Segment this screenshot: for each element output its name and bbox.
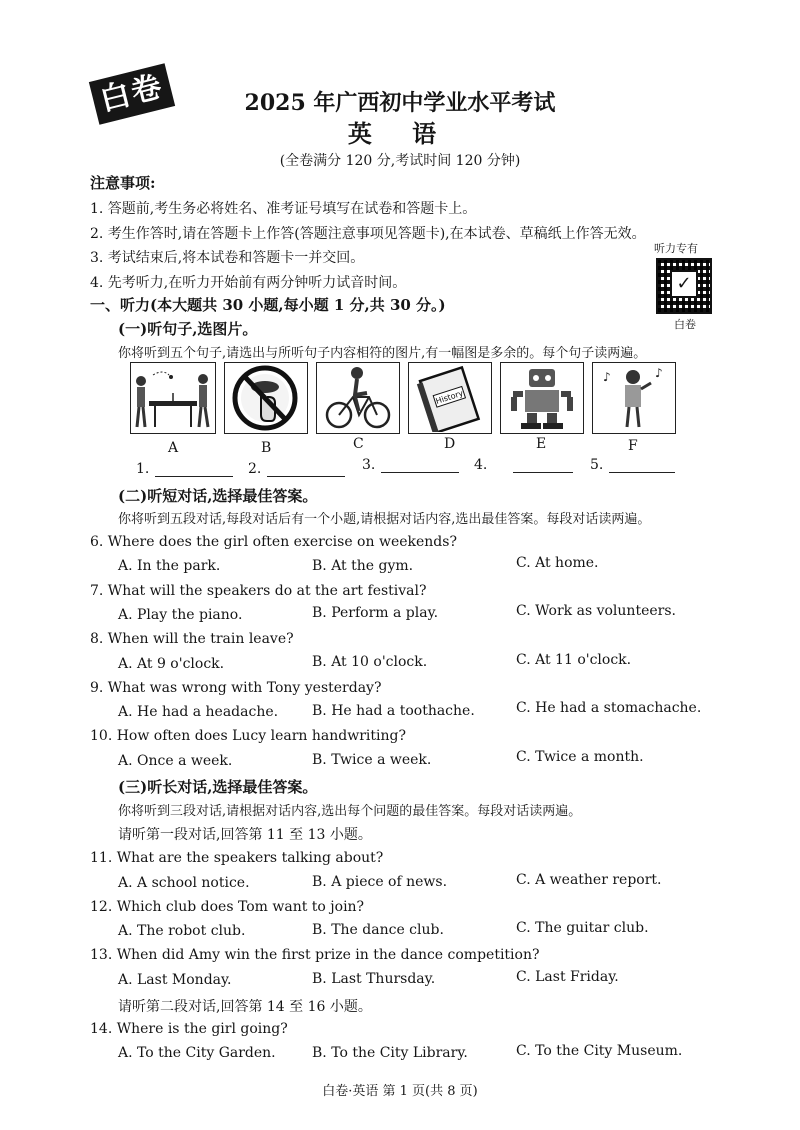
svg-text:♪: ♪	[603, 370, 611, 384]
note-item: 4. 先考听力,在听力开始前有两分钟听力试音时间。	[90, 275, 407, 291]
blank-line	[381, 458, 459, 473]
blank-number: 3.	[362, 457, 376, 473]
picture-d	[408, 362, 492, 434]
picture-a	[130, 362, 216, 434]
part-title: (一)听句子,选图片。	[118, 320, 258, 338]
option-b[interactable]: B. Last Thursday.	[312, 971, 436, 987]
blank-number: 5.	[590, 457, 604, 473]
page-footer: 白卷·英语 第 1 页(共 8 页)	[322, 1084, 478, 1099]
checkmark-icon: ✓	[670, 270, 698, 298]
blank-line	[155, 462, 233, 477]
option-b[interactable]: B. He had a toothache.	[312, 703, 475, 719]
option-b[interactable]: B. Perform a play.	[312, 605, 439, 621]
option-a[interactable]: A. He had a headache.	[118, 704, 279, 720]
option-a[interactable]: A. The robot club.	[118, 923, 246, 939]
question: 13. When did Amy win the first prize in the dance competition?	[90, 947, 540, 963]
option-b[interactable]: B. A piece of news.	[312, 874, 448, 890]
option-b[interactable]: B. To the City Library.	[312, 1045, 468, 1061]
singing-icon	[593, 363, 674, 432]
option-c[interactable]: C. To the City Museum.	[516, 1043, 683, 1059]
exam-meta: (全卷满分 120 分,考试时间 120 分钟)	[279, 153, 521, 169]
blank-number: 1.	[136, 461, 150, 477]
answer-blank-5[interactable]	[590, 457, 675, 473]
question: 6. Where does the girl often exercise on weekends?	[90, 534, 457, 550]
picture-f	[592, 362, 676, 434]
option-c[interactable]: C. Twice a month.	[516, 749, 644, 765]
note-item: 2. 考生作答时,请在答题卡上作答(答题注意事项见答题卡),在本试卷、草稿纸上作答无效。	[90, 226, 646, 242]
picture-letter: F	[628, 438, 638, 454]
question: 8. When will the train leave?	[90, 631, 294, 647]
sub-instruction: 请听第二段对话,回答第 14 至 16 小题。	[118, 999, 372, 1015]
answer-blank-1[interactable]	[136, 461, 233, 477]
part-instruction: 你将听到五段对话,每段对话后有一个小题,请根据对话内容,选出最佳答案。每段对话读两遍。	[118, 512, 651, 527]
question: 10. How often does Lucy learn handwriting?	[90, 728, 406, 744]
option-b[interactable]: B. At the gym.	[312, 558, 414, 574]
part-title: (三)听长对话,选择最佳答案。	[118, 778, 318, 796]
paper-badge: 白卷	[89, 63, 175, 125]
picture-letter: B	[261, 440, 272, 456]
part-instruction: 你将听到五个句子,请选出与所听句子内容相符的图片,有一幅图是多余的。每个句子读两遍。	[118, 346, 647, 361]
part-title: (二)听短对话,选择最佳答案。	[118, 487, 318, 505]
question: 12. Which club does Tom want to join?	[90, 899, 365, 915]
notes-heading: 注意事项:	[90, 174, 156, 192]
option-c[interactable]: C. At home.	[516, 555, 599, 571]
no-talking-icon	[225, 363, 306, 432]
option-c[interactable]: C. Last Friday.	[516, 969, 619, 985]
picture-letter: C	[353, 436, 364, 452]
blank-number: 4.	[474, 457, 488, 473]
blank-line	[513, 458, 573, 473]
answer-blank-3[interactable]	[362, 457, 459, 473]
option-a[interactable]: A. To the City Garden.	[118, 1045, 276, 1061]
note-item: 3. 考试结束后,将本试卷和答题卡一并交回。	[90, 250, 365, 266]
robot-icon	[501, 363, 582, 432]
option-a[interactable]: A. At 9 o'clock.	[118, 656, 225, 672]
option-c[interactable]: C. A weather report.	[516, 872, 662, 888]
svg-text:♪: ♪	[655, 366, 663, 380]
picture-b	[224, 362, 308, 434]
option-a[interactable]: A. In the park.	[118, 558, 221, 574]
question: 7. What will the speakers do at the art festival?	[90, 583, 427, 599]
picture-letter: E	[536, 436, 547, 452]
book-label: History	[434, 388, 465, 406]
option-c[interactable]: C. At 11 o'clock.	[516, 652, 632, 668]
part-instruction: 你将听到三段对话,请根据对话内容,选出每个问题的最佳答案。每段对话读两遍。	[118, 804, 582, 819]
picture-e	[500, 362, 584, 434]
option-b[interactable]: B. Twice a week.	[312, 752, 432, 768]
question: 9. What was wrong with Tony yesterday?	[90, 680, 382, 696]
blank-number: 2.	[248, 461, 262, 477]
exam-subject: 英 语	[347, 119, 453, 148]
option-a[interactable]: A. Once a week.	[118, 753, 233, 769]
section-title: 一、听力(本大题共 30 小题,每小题 1 分,共 30 分。)	[90, 296, 446, 314]
sub-instruction: 请听第一段对话,回答第 11 至 13 小题。	[118, 827, 372, 843]
blank-line	[609, 458, 675, 473]
blank-line	[267, 462, 345, 477]
note-item: 1. 答题前,考生务必将姓名、准考证号填写在试卷和答题卡上。	[90, 201, 477, 217]
qr-top-label: 听力专有	[654, 242, 698, 255]
picture-c	[316, 362, 400, 434]
exam-title: 2025 年广西初中学业水平考试	[244, 90, 556, 116]
option-a[interactable]: A. Last Monday.	[118, 972, 232, 988]
qr-bottom-label: 白卷	[674, 318, 696, 331]
option-c[interactable]: C. He had a stomachache.	[516, 700, 702, 716]
answer-blank-2[interactable]	[248, 461, 345, 477]
table-tennis-icon	[131, 363, 214, 432]
option-c[interactable]: C. Work as volunteers.	[516, 603, 676, 619]
picture-letter: D	[444, 436, 456, 452]
option-b[interactable]: B. The dance club.	[312, 922, 444, 938]
question: 11. What are the speakers talking about?	[90, 850, 384, 866]
bicycle-icon	[317, 363, 398, 432]
option-c[interactable]: C. The guitar club.	[516, 920, 649, 936]
option-b[interactable]: B. At 10 o'clock.	[312, 654, 428, 670]
option-a[interactable]: A. A school notice.	[118, 875, 250, 891]
question: 14. Where is the girl going?	[90, 1021, 288, 1037]
option-a[interactable]: A. Play the piano.	[118, 607, 243, 623]
history-book-icon	[409, 363, 490, 432]
answer-blank-4[interactable]	[474, 457, 573, 473]
picture-letter: A	[168, 440, 179, 456]
